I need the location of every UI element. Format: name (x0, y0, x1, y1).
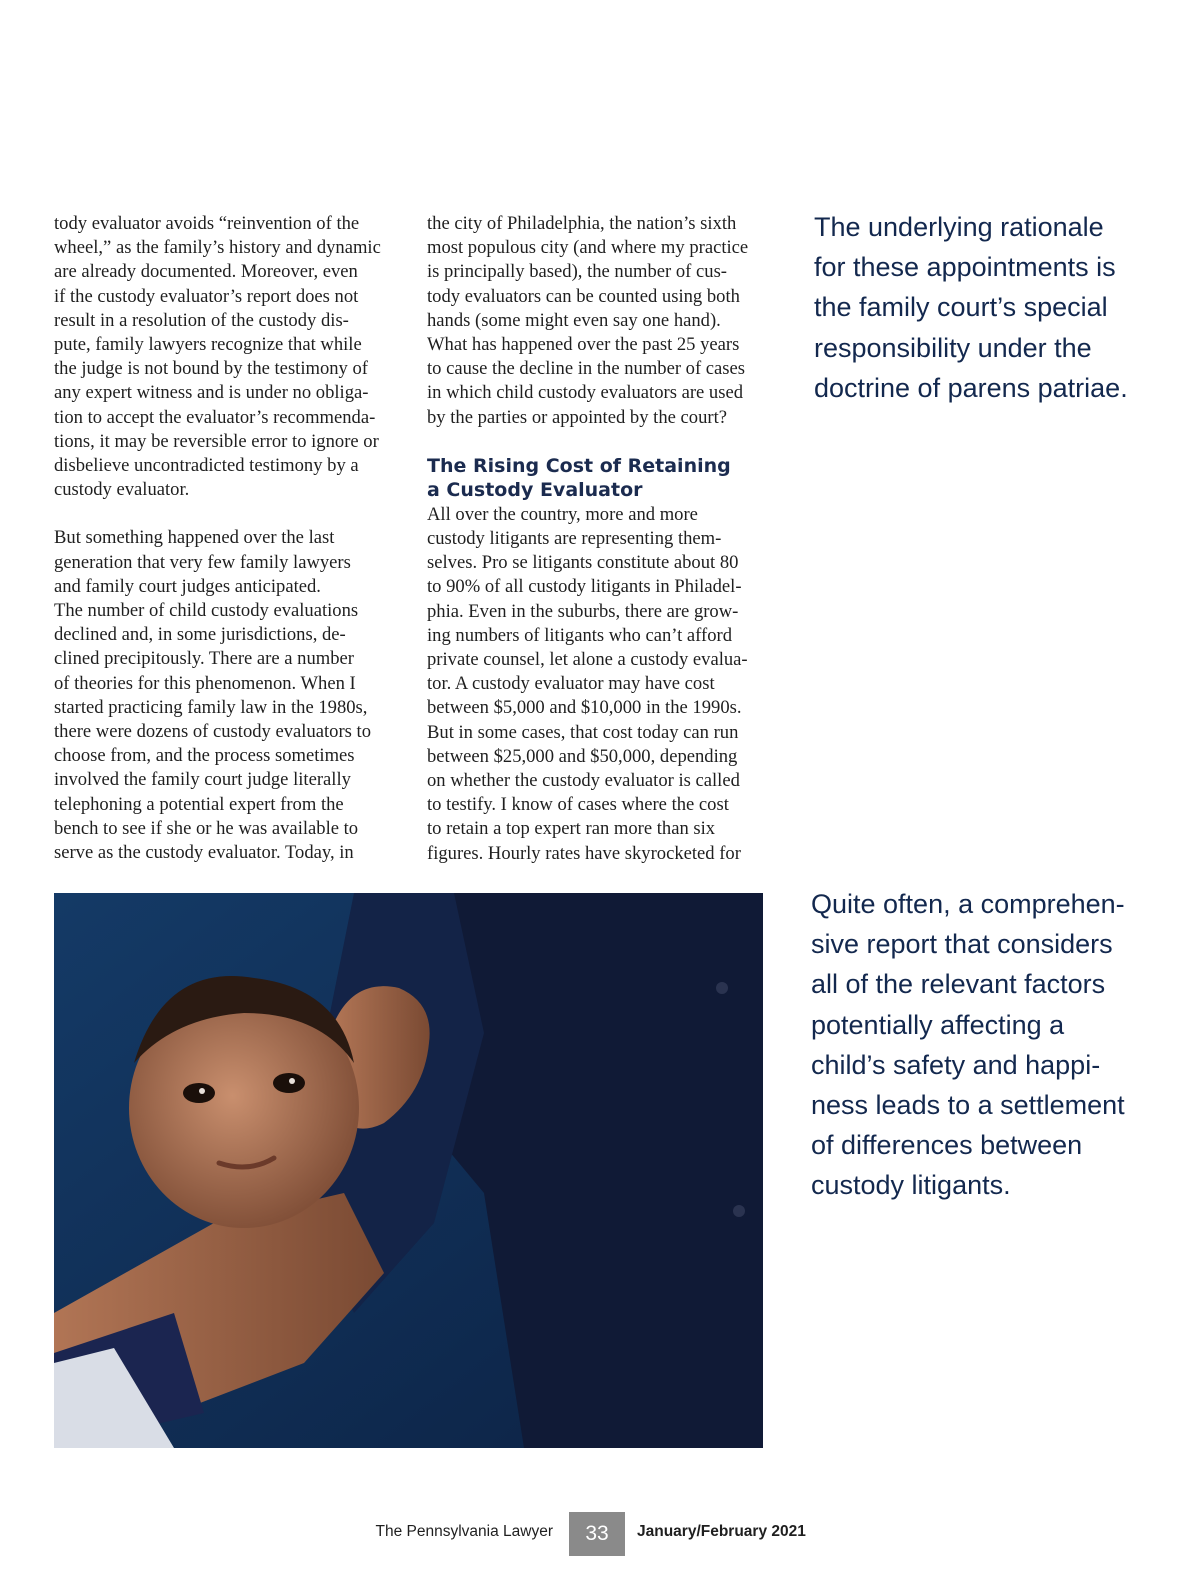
text-line: if the custody evaluator’s report does not (54, 285, 359, 307)
pull-quote-line: doctrine of parens patriae. (814, 372, 1128, 403)
text-line: phia. Even in the suburbs, there are grow- (427, 600, 739, 622)
text-line: to testify. I know of cases where the cost (427, 794, 729, 816)
body-paragraph (54, 526, 399, 865)
body-paragraph (427, 503, 772, 866)
text-line: any expert witness and is under no obliga- (54, 382, 369, 404)
text-line: are already documented. Moreover, even (54, 261, 358, 283)
pull-quote-line: responsibility under the (814, 332, 1092, 363)
text-line: the judge is not bound by the testimony of (54, 358, 368, 380)
text-line: custody evaluator. (54, 479, 190, 501)
text-line: custody litigants are representing them- (427, 528, 722, 550)
body-paragraph (427, 212, 772, 430)
text-line: tody evaluator avoids “reinvention of the (54, 213, 360, 234)
text-line: to cause the decline in the number of cases (427, 358, 746, 380)
text-line: telephoning a potential expert from the (54, 793, 344, 815)
text-line: involved the family court judge literally (54, 769, 351, 791)
publication-name: The Pennsylvania Lawyer (375, 1523, 553, 1540)
text-line: What has happened over the past 25 years (427, 334, 740, 356)
text-line: tions, it may be reversible error to ignore or (54, 430, 379, 452)
child-photo (54, 893, 763, 1448)
text-line: choose from, and the process sometimes (54, 745, 355, 767)
pull-quote-line: for these appointments is (814, 252, 1116, 283)
text-line: declined and, in some jurisdictions, de- (54, 624, 346, 646)
text-line: there were dozens of custody evaluators to (54, 721, 372, 743)
text-line: of theories for this phenomenon. When I (54, 672, 356, 694)
page-footer (0, 1512, 1200, 1556)
text-line: to retain a top expert ran more than six (427, 818, 716, 840)
text-line: tody evaluators can be counted using both (427, 285, 740, 307)
text-line: pute, family lawyers recognize that while (54, 334, 362, 356)
section-heading (427, 454, 772, 503)
text-line: to 90% of all custody litigants in Philadel- (427, 576, 742, 598)
text-line: wheel,” as the family’s history and dynamic (54, 237, 381, 259)
text-line: and family court judges anticipated. (54, 575, 321, 597)
heading-line: The Rising Cost of Retaining (427, 454, 731, 477)
text-line: clined precipitously. There are a number (54, 648, 354, 670)
text-line: disbelieve uncontradicted testimony by a (54, 455, 359, 477)
text-line: between $5,000 and $10,000 in the 1990s. (427, 697, 742, 719)
pull-quote-line: sive report that considers (811, 929, 1113, 960)
text-line: is principally based), the number of cus- (427, 261, 727, 283)
issue-date: January/February 2021 (637, 1523, 806, 1540)
text-line: hands (some might even say one hand). (427, 309, 721, 331)
pull-quote-line: Quite often, a comprehen- (811, 889, 1125, 919)
text-line: All over the country, more and more (427, 503, 698, 525)
text-line: most populous city (and where my practice (427, 237, 749, 259)
pull-quote-line: child’s safety and happi- (811, 1049, 1101, 1080)
heading-line: a Custody Evaluator (427, 479, 643, 502)
child-photo-illustration (54, 893, 763, 1448)
pull-quote-line: all of the relevant factors (811, 969, 1106, 1000)
pull-quote-line: potentially affecting a (811, 1009, 1065, 1040)
text-line: serve as the custody evaluator. Today, in (54, 842, 354, 864)
pull-quote-line: the family court’s special (814, 292, 1108, 323)
text-line: But something happened over the last (54, 527, 335, 549)
pull-quote-line: ness leads to a settlement (811, 1090, 1125, 1121)
text-line: private counsel, let alone a custody evalua- (427, 649, 748, 671)
text-line: on whether the custody evaluator is called (427, 770, 740, 792)
body-paragraph (54, 212, 399, 502)
text-line: ing numbers of litigants who can’t afford (427, 624, 733, 646)
text-line: selves. Pro se litigants constitute about 80 (427, 552, 739, 574)
text-line: tor. A custody evaluator may have cost (427, 673, 715, 695)
page-number: 33 (569, 1512, 625, 1556)
pull-quote-line: The underlying rationale (814, 212, 1104, 242)
pull-quote-line: custody litigants. (811, 1170, 1011, 1201)
body-column-left (54, 212, 399, 865)
pull-quote-bottom (811, 884, 1125, 1206)
text-line: between $25,000 and $50,000, depending (427, 745, 738, 767)
text-line: the city of Philadelphia, the nation’s sixth (427, 213, 737, 234)
text-line: result in a resolution of the custody dis- (54, 309, 349, 331)
pull-quote-top (814, 207, 1128, 408)
text-line: by the parties or appointed by the court? (427, 406, 727, 428)
text-line: The number of child custody evaluations (54, 600, 359, 622)
text-line: But in some cases, that cost today can run (427, 721, 739, 743)
body-column-middle (427, 212, 772, 866)
text-line: bench to see if she or he was available to (54, 817, 359, 839)
text-line: in which child custody evaluators are used (427, 382, 744, 404)
text-line: tion to accept the evaluator’s recommenda- (54, 406, 376, 428)
text-line: figures. Hourly rates have skyrocketed for (427, 842, 741, 864)
pull-quote-line: of differences between (811, 1130, 1083, 1161)
text-line: generation that very few family lawyers (54, 551, 351, 573)
text-line: started practicing family law in the 1980s, (54, 696, 368, 718)
